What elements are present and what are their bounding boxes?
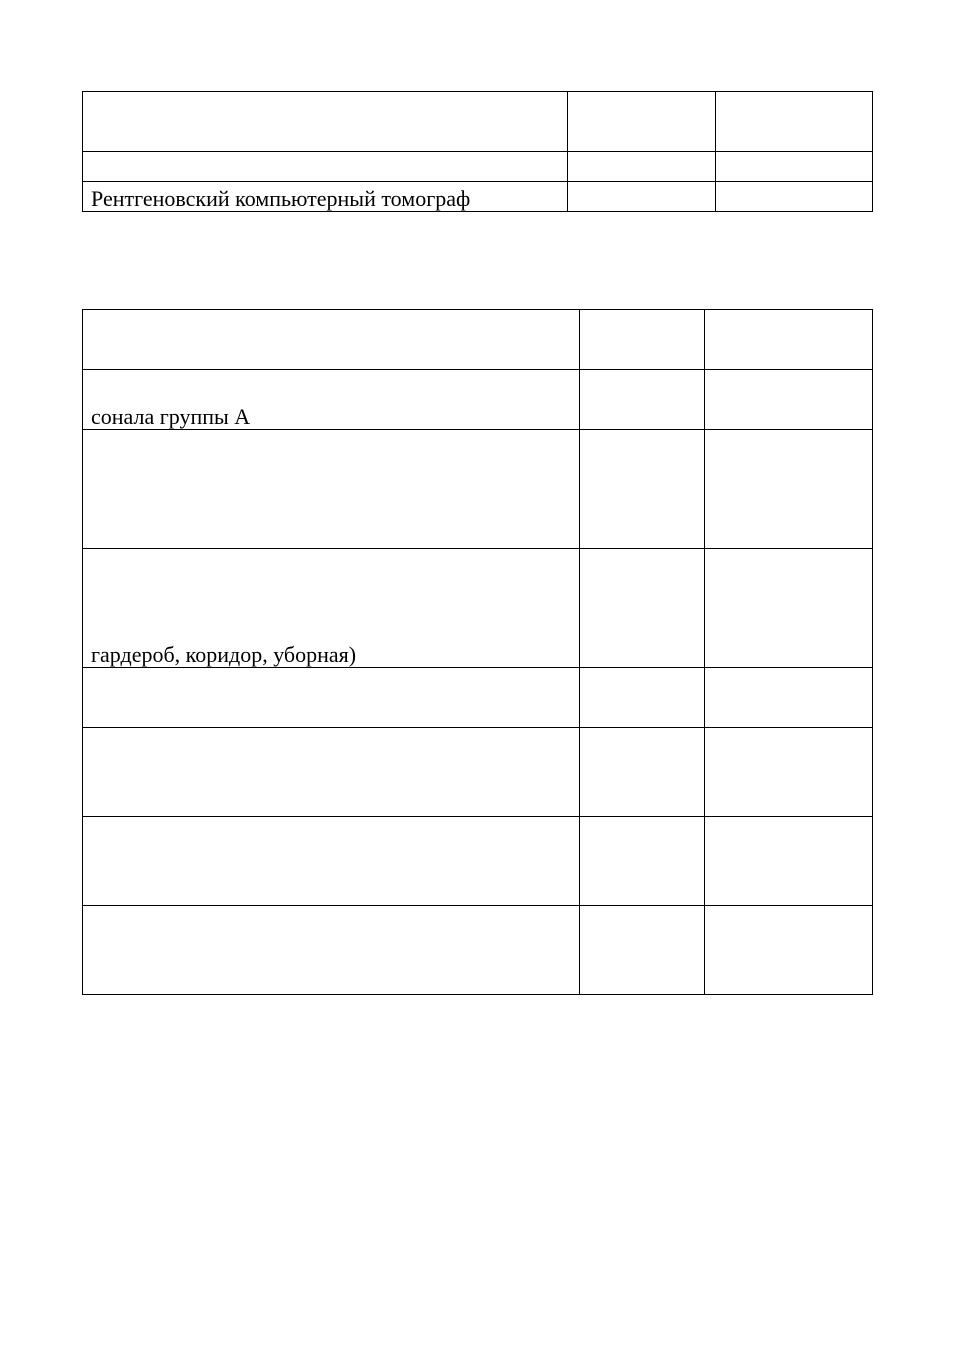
table-cell xyxy=(705,549,873,668)
equipment-table xyxy=(82,91,873,212)
table-cell xyxy=(568,92,716,152)
table-row xyxy=(83,92,873,152)
table-cell xyxy=(705,817,873,906)
table-row xyxy=(83,310,873,370)
table-row xyxy=(83,430,873,549)
table-cell xyxy=(580,549,705,668)
table-cell: сонала группы А xyxy=(83,370,580,430)
table-row xyxy=(83,182,873,212)
table-row xyxy=(83,817,873,906)
table-cell xyxy=(83,310,580,370)
table-cell xyxy=(716,92,873,152)
table-row xyxy=(83,668,873,728)
table-row xyxy=(83,906,873,995)
table-cell xyxy=(716,152,873,182)
table-cell xyxy=(580,728,705,817)
table-cell xyxy=(83,152,568,182)
table-cell xyxy=(705,728,873,817)
table-cell xyxy=(568,182,716,212)
table-cell xyxy=(580,668,705,728)
table-cell xyxy=(705,430,873,549)
table-cell xyxy=(83,92,568,152)
table-cell xyxy=(705,906,873,995)
table-cell xyxy=(83,906,580,995)
table-cell xyxy=(83,817,580,906)
table-cell xyxy=(83,430,580,549)
table-cell xyxy=(716,182,873,212)
table-cell xyxy=(580,430,705,549)
table-cell xyxy=(83,668,580,728)
table-cell xyxy=(705,668,873,728)
table-cell xyxy=(705,310,873,370)
table-cell xyxy=(580,817,705,906)
table-cell xyxy=(580,906,705,995)
table-row xyxy=(83,370,873,430)
table-cell xyxy=(580,310,705,370)
table-row xyxy=(83,549,873,668)
table-row xyxy=(83,152,873,182)
table-cell: Рентгеновский компьютерный томограф xyxy=(83,182,568,212)
table-cell xyxy=(568,152,716,182)
table-row xyxy=(83,728,873,817)
premises-table xyxy=(82,309,873,995)
table-cell xyxy=(580,370,705,430)
table-cell xyxy=(705,370,873,430)
table-cell: гардероб, коридор, уборная) xyxy=(83,549,580,668)
table-cell xyxy=(83,728,580,817)
